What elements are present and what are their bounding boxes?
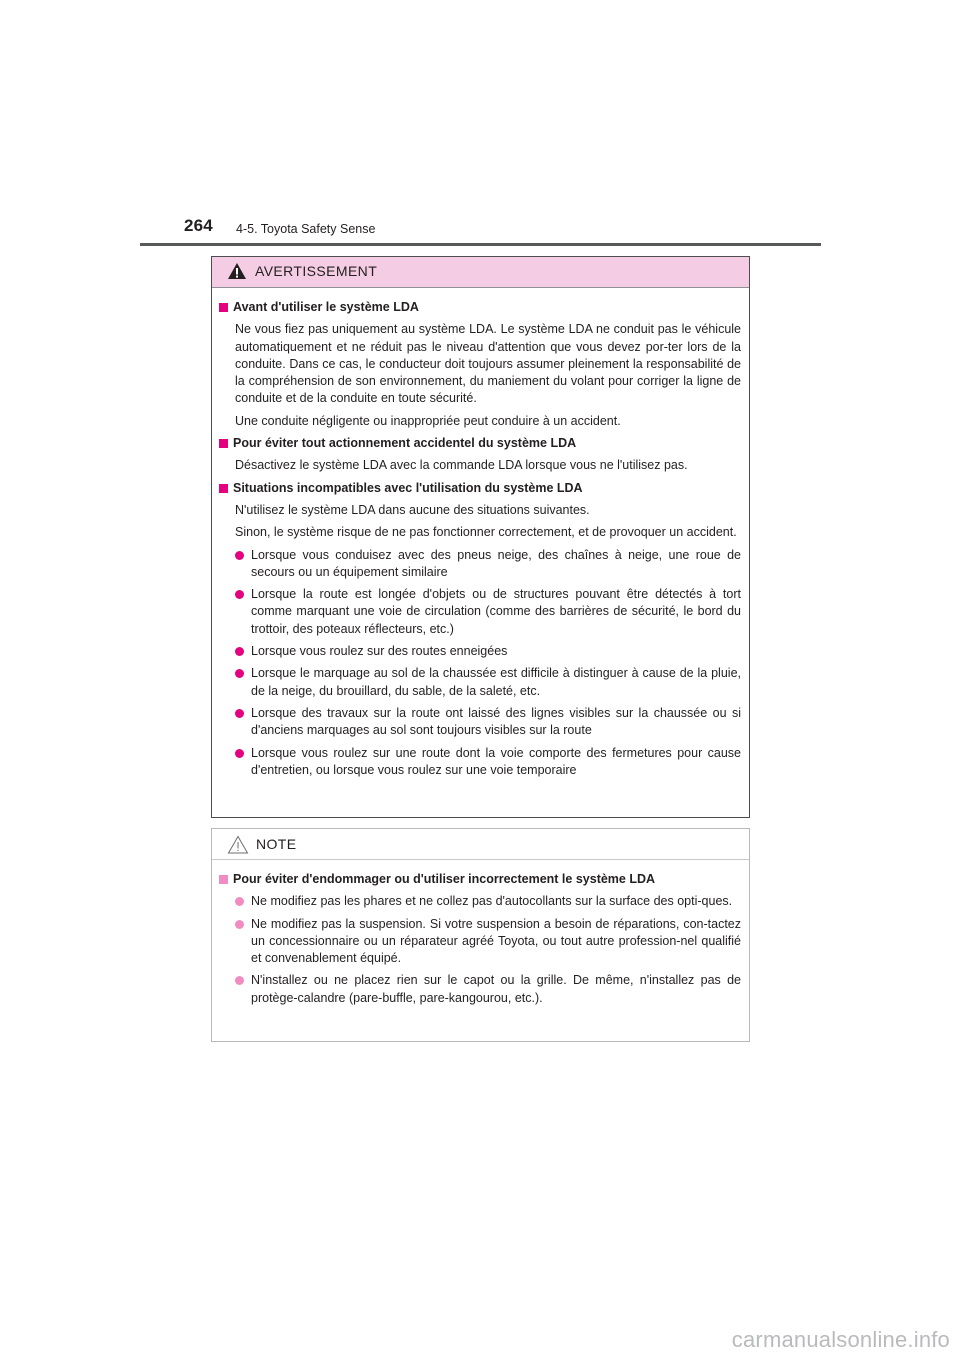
circle-bullet-icon bbox=[235, 669, 244, 678]
list-item bbox=[235, 665, 741, 700]
heading-text: Pour éviter d'endommager ou d'utiliser incorrectement le système LDA bbox=[233, 872, 656, 886]
circle-bullet-icon bbox=[235, 920, 244, 929]
square-bullet-icon bbox=[219, 484, 228, 493]
watermark: carmanualsonline.info bbox=[731, 1327, 950, 1352]
list-item bbox=[235, 643, 741, 660]
circle-bullet-icon bbox=[235, 897, 244, 906]
warning-section-heading bbox=[219, 435, 741, 452]
paragraph: Ne vous fiez pas uniquement au système LDA. Le système LDA ne conduit pas le véhicule automatiquement et ne réduit pas le niveau d'attention que vous devez por-ter lors de la conduite. Dans ce cas, le conducteur doit toujours assumer pleinement la responsabilité de la compréhension de son environnement, du maniement du volant pour corriger la ligne de conduite et de la conduite en toute sécurité. bbox=[235, 322, 741, 406]
circle-bullet-icon bbox=[235, 709, 244, 718]
list-item bbox=[235, 547, 741, 582]
paragraph: N'utilisez le système LDA dans aucune des situations suivantes. bbox=[235, 502, 590, 517]
square-bullet-icon bbox=[219, 875, 228, 884]
warning-triangle-icon bbox=[227, 262, 247, 280]
note-body bbox=[212, 860, 749, 1007]
note-title: NOTE bbox=[256, 836, 297, 852]
list-item-text: Lorsque le marquage au sol de la chaussée est difficile à distinguer à cause de la pluie, de la neige, du brouillard, du sable, de la saleté, etc. bbox=[251, 666, 741, 698]
warning-header bbox=[212, 257, 749, 288]
list-item bbox=[235, 916, 741, 968]
list-item bbox=[235, 586, 741, 638]
square-bullet-icon bbox=[219, 439, 228, 448]
list-item-text: Lorsque des travaux sur la route ont laissé des lignes visibles sur la chaussée ou si d'anciens marquages au sol sont toujours visibles sur la route bbox=[251, 705, 741, 738]
warning-title: AVERTISSEMENT bbox=[255, 263, 378, 279]
note-header bbox=[212, 829, 749, 860]
heading-text: Situations incompatibles avec l'utilisation du système LDA bbox=[233, 480, 583, 495]
list-item-text: Lorsque vous roulez sur des routes enneigées bbox=[251, 644, 508, 659]
paragraph: Désactivez le système LDA avec la commande LDA lorsque vous ne l'utilisez pas. bbox=[235, 458, 688, 473]
note-section-heading bbox=[219, 871, 741, 888]
circle-bullet-icon bbox=[235, 976, 244, 985]
list-item bbox=[235, 705, 741, 740]
list-item-text: N'installez ou ne placez rien sur le capot ou la grille. De même, n'installez pas de protège-calandre (pare-buffle, pare-kangourou, etc.). bbox=[251, 973, 741, 1005]
list-item-text: Ne modifiez pas la suspension. Si votre suspension a besoin de réparations, con-tactez un concessionnaire ou un réparateur agréé Toyota, ou tout autre profession-nel qualifié et convenablement équipé. bbox=[251, 916, 741, 966]
circle-bullet-icon bbox=[235, 551, 244, 560]
warning-body bbox=[212, 288, 749, 779]
note-box bbox=[211, 828, 750, 1042]
warning-box bbox=[211, 256, 750, 818]
header-rule bbox=[140, 243, 821, 246]
circle-bullet-icon bbox=[235, 647, 244, 656]
list-item-text: Ne modifiez pas les phares et ne collez pas d'autocollants sur la surface des opti-ques. bbox=[251, 894, 733, 909]
list-item-text: Lorsque la route est longée d'objets ou de structures pouvant être détectés à tort comme marquant une voie de circulation (comme des barrières de sécurité, le bord du trottoir, des poteaux réflecteurs, etc.) bbox=[251, 587, 741, 636]
heading-text: Pour éviter tout actionnement accidentel du système LDA bbox=[233, 436, 577, 451]
warning-section-heading bbox=[219, 480, 741, 497]
caution-triangle-outline-icon bbox=[227, 835, 249, 854]
list-item bbox=[235, 893, 741, 910]
section-title: 4-5. Toyota Safety Sense bbox=[236, 222, 376, 236]
list-item bbox=[235, 745, 741, 780]
page-number: 264 bbox=[184, 216, 213, 235]
square-bullet-icon bbox=[219, 303, 228, 312]
list-item-text: Lorsque vous conduisez avec des pneus neige, des chaînes à neige, une roue de secours ou un équipement similaire bbox=[251, 547, 741, 579]
circle-bullet-icon bbox=[235, 749, 244, 758]
paragraph: Une conduite négligente ou inappropriée peut conduire à un accident. bbox=[235, 413, 621, 428]
list-item-text: Lorsque vous roulez sur une route dont la voie comporte des fermetures pour cause d'entretien, ou lorsque vous roulez sur une voie temporaire bbox=[251, 745, 741, 777]
list-item bbox=[235, 972, 741, 1007]
warning-section-heading bbox=[219, 299, 741, 316]
circle-bullet-icon bbox=[235, 590, 244, 599]
heading-text: Avant d'utiliser le système LDA bbox=[233, 300, 419, 314]
paragraph: Sinon, le système risque de ne pas fonctionner correctement, et de provoquer un accident. bbox=[235, 525, 737, 540]
